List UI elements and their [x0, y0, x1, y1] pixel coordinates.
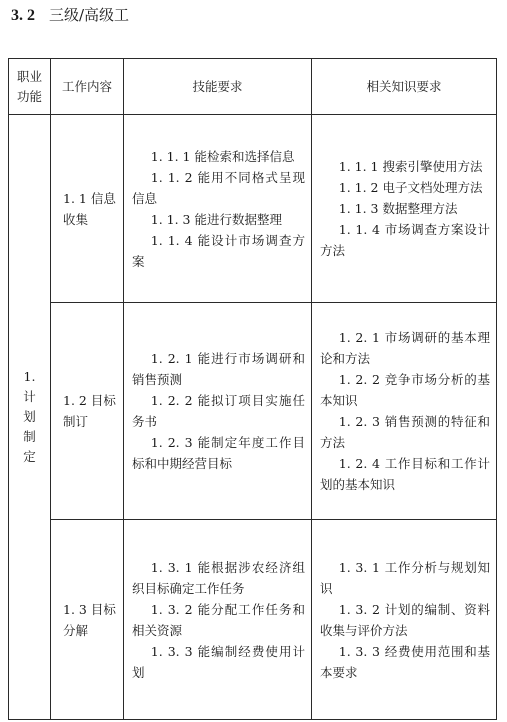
- section-number: 3. 2: [11, 7, 35, 24]
- function-label: 1. 计划制定: [23, 369, 36, 464]
- skill-item: 1. 3. 1 能根据涉农经济组织目标确定工作任务: [132, 559, 305, 596]
- work-content-cell: [51, 520, 124, 720]
- work-content-cell: [51, 115, 124, 303]
- skill-cell: [124, 520, 312, 720]
- skill-item: 1. 1. 3 能进行数据整理: [150, 211, 282, 227]
- knowledge-item: 1. 1. 3 数据整理方法: [338, 201, 458, 216]
- header-skill-requirements: 技能要求: [124, 59, 312, 115]
- skill-cell: [124, 303, 312, 520]
- skill-item: 1. 1. 2 能用不同格式呈现信息: [132, 169, 305, 206]
- knowledge-item: 1. 2. 3 销售预测的特征和方法: [320, 414, 490, 450]
- skill-item: 1. 2. 3 能制定年度工作目标和中期经营目标: [132, 435, 305, 471]
- table-row: [9, 303, 497, 520]
- skill-item: 1. 2. 1 能进行市场调研和销售预测: [132, 351, 305, 387]
- header-knowledge-requirements: 相关知识要求: [312, 59, 497, 115]
- table-row: [9, 520, 497, 720]
- skill-item: 1. 2. 2 能拟订项目实施任务书: [132, 393, 305, 429]
- header-function: 职业功能: [9, 59, 51, 115]
- section-heading: [11, 4, 129, 27]
- work-content-label: 1. 2 目标制订: [63, 393, 116, 429]
- knowledge-item: 1. 2. 1 市场调研的基本理论和方法: [320, 330, 490, 366]
- work-content-label: 1. 3 目标分解: [63, 601, 116, 638]
- knowledge-item: 1. 3. 1 工作分析与规划知识: [320, 559, 490, 596]
- table-header-row: [9, 59, 497, 115]
- knowledge-cell: [312, 303, 497, 520]
- knowledge-item: 1. 3. 3 经费使用范围和基本要求: [320, 643, 490, 680]
- skill-item: 1. 1. 4 能设计市场调查方案: [132, 232, 305, 269]
- skill-item: 1. 3. 2 能分配工作任务和相关资源: [132, 601, 305, 638]
- knowledge-item: 1. 2. 4 工作目标和工作计划的基本知识: [320, 456, 490, 492]
- section-title: 三级/高级工: [49, 6, 130, 24]
- skill-standard-table: [8, 58, 497, 720]
- knowledge-item: 1. 1. 1 搜索引擎使用方法: [338, 159, 483, 174]
- knowledge-item: 1. 1. 2 电子文档处理方法: [338, 180, 483, 195]
- knowledge-item: 1. 2. 2 竞争市场分析的基本知识: [320, 372, 490, 408]
- knowledge-cell: [312, 520, 497, 720]
- skill-item: 1. 3. 3 能编制经费使用计划: [132, 643, 305, 680]
- work-content-label: 1. 1 信息收集: [63, 190, 116, 227]
- knowledge-item: 1. 3. 2 计划的编制、资料收集与评价方法: [320, 601, 490, 638]
- knowledge-item: 1. 1. 4 市场调查方案设计方法: [320, 222, 490, 258]
- skill-item: 1. 1. 1 能检索和选择信息: [150, 148, 295, 164]
- table-row: [9, 115, 497, 303]
- header-work-content: 工作内容: [51, 59, 124, 115]
- skill-cell: [124, 115, 312, 303]
- work-content-cell: [51, 303, 124, 520]
- function-cell: [9, 115, 51, 720]
- knowledge-cell: [312, 115, 497, 303]
